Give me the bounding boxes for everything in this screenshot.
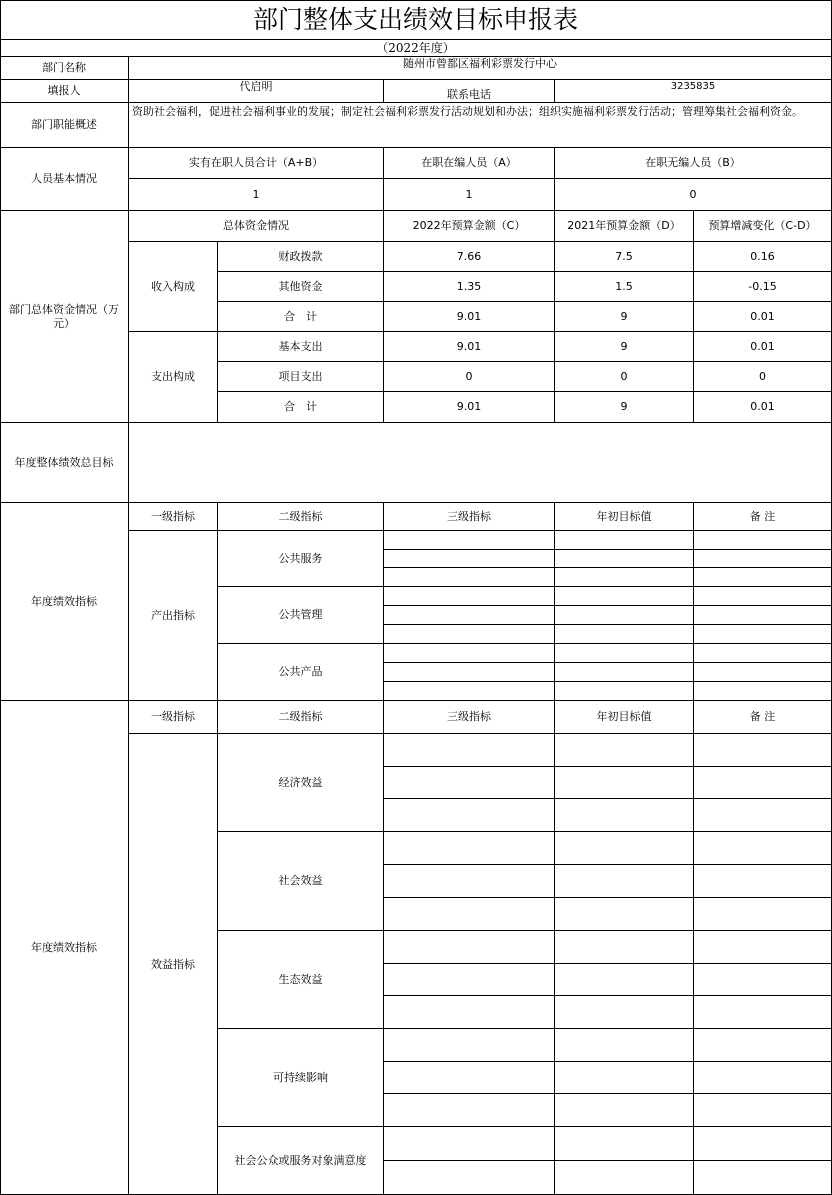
benefit-target-cell (555, 734, 694, 767)
dept-name-value: 随州市曾都区福利彩票发行中心 (129, 57, 831, 80)
funds-value-c: 7.66 (384, 242, 555, 272)
funds-item: 合 计 (218, 302, 384, 332)
duty-label: 部门职能概述 (0, 103, 129, 148)
personnel-value: 0 (555, 179, 831, 211)
personnel-value: 1 (384, 179, 555, 211)
benefit-level2: 社会效益 (218, 832, 384, 931)
benefit-remark-cell (694, 898, 831, 931)
funds-value-c: 9.01 (384, 302, 555, 332)
form-title: 部门整体支出绩效目标申报表 (0, 0, 831, 40)
indicator-header: 年初目标值 (555, 503, 694, 531)
funds-label: 部门总体资金情况（万元） (0, 211, 129, 423)
benefit-target-cell (555, 767, 694, 799)
funds-value-diff: -0.15 (694, 272, 831, 302)
output-level3-cell (384, 606, 555, 625)
phone-value: 3235835 (555, 80, 831, 103)
output-remark-cell (694, 644, 831, 663)
indicator-header: 三级指标 (384, 503, 555, 531)
benefit-level3-cell (384, 767, 555, 799)
benefit-target-cell (555, 1161, 694, 1195)
benefit-level3-cell (384, 1029, 555, 1062)
personnel-header: 实有在职人员合计（A+B） (129, 148, 384, 179)
output-target-cell (555, 606, 694, 625)
benefit-level1: 效益指标 (129, 734, 218, 1195)
benefit-level2: 生态效益 (218, 931, 384, 1029)
output-remark-cell (694, 625, 831, 644)
phone-label: 联系电话 (384, 80, 555, 103)
indicator-header: 备 注 (694, 503, 831, 531)
benefit-target-cell (555, 865, 694, 898)
dept-name-label: 部门名称 (0, 57, 129, 80)
benefit-target-cell (555, 832, 694, 865)
annual-goal-label: 年度整体绩效总目标 (0, 423, 129, 503)
reporter-label: 填报人 (0, 80, 129, 103)
funds-value-d: 9 (555, 392, 694, 423)
benefit-remark-cell (694, 832, 831, 865)
benefit-target-cell (555, 996, 694, 1029)
output-target-cell (555, 663, 694, 682)
reporter-value: 代启明 (129, 80, 384, 103)
indicator-header: 年初目标值 (555, 701, 694, 734)
benefit-target-cell (555, 1062, 694, 1094)
personnel-header: 在职在编人员（A） (384, 148, 555, 179)
benefit-remark-cell (694, 931, 831, 964)
benefit-remark-cell (694, 1127, 831, 1161)
funds-header: 总体资金情况 (129, 211, 384, 242)
funds-value-diff: 0.01 (694, 332, 831, 362)
output-target-cell (555, 682, 694, 701)
output-level3-cell (384, 531, 555, 550)
output-level3-cell (384, 550, 555, 568)
benefit-target-cell (555, 1094, 694, 1127)
form-year: （2022年度） (0, 40, 831, 57)
output-target-cell (555, 568, 694, 587)
output-remark-cell (694, 568, 831, 587)
output-level3-cell (384, 625, 555, 644)
indicator-header: 三级指标 (384, 701, 555, 734)
personnel-header: 在职无编人员（B） (555, 148, 831, 179)
output-remark-cell (694, 663, 831, 682)
output-remark-cell (694, 587, 831, 606)
benefit-level3-cell (384, 1161, 555, 1195)
funds-value-d: 9 (555, 302, 694, 332)
funds-value-c: 1.35 (384, 272, 555, 302)
funds-value-diff: 0.01 (694, 302, 831, 332)
benefit-level2: 社会公众或服务对象满意度 (218, 1127, 384, 1195)
benefit-target-cell (555, 964, 694, 996)
funds-value-c: 0 (384, 362, 555, 392)
benefit-remark-cell (694, 865, 831, 898)
benefit-remark-cell (694, 734, 831, 767)
benefit-level3-cell (384, 1062, 555, 1094)
funds-value-c: 9.01 (384, 332, 555, 362)
funds-value-diff: 0 (694, 362, 831, 392)
output-level2: 公共管理 (218, 587, 384, 644)
benefit-level3-cell (384, 1094, 555, 1127)
annual-goal-value (129, 423, 831, 503)
benefit-remark-cell (694, 1161, 831, 1195)
output-target-cell (555, 531, 694, 550)
funds-value-d: 7.5 (555, 242, 694, 272)
output-level3-cell (384, 682, 555, 701)
benefit-level3-cell (384, 931, 555, 964)
benefit-level3-cell (384, 865, 555, 898)
funds-value-diff: 0.01 (694, 392, 831, 423)
funds-item: 基本支出 (218, 332, 384, 362)
output-level2: 公共服务 (218, 531, 384, 587)
benefit-target-cell (555, 799, 694, 832)
funds-header: 2022年预算金额（C） (384, 211, 555, 242)
funds-item: 其他资金 (218, 272, 384, 302)
output-level2: 公共产品 (218, 644, 384, 701)
output-level3-cell (384, 587, 555, 606)
output-indicators-label: 年度绩效指标 (0, 503, 129, 701)
funds-group-label: 收入构成 (129, 242, 218, 332)
output-target-cell (555, 587, 694, 606)
benefit-remark-cell (694, 1029, 831, 1062)
benefit-level3-cell (384, 734, 555, 767)
benefit-remark-cell (694, 1062, 831, 1094)
output-level3-cell (384, 663, 555, 682)
funds-header: 预算增减变化（C-D） (694, 211, 831, 242)
funds-item: 财政拨款 (218, 242, 384, 272)
benefit-remark-cell (694, 1094, 831, 1127)
duty-value: 资助社会福利，促进社会福利事业的发展；制定社会福利彩票发行活动规划和办法；组织实施福利彩票发行活动；管理筹集社会福利资金。 (129, 103, 831, 148)
benefit-remark-cell (694, 767, 831, 799)
benefit-target-cell (555, 931, 694, 964)
benefit-level3-cell (384, 1127, 555, 1161)
benefit-level3-cell (384, 898, 555, 931)
indicator-header: 二级指标 (218, 701, 384, 734)
benefit-level2: 经济效益 (218, 734, 384, 832)
benefit-target-cell (555, 898, 694, 931)
output-remark-cell (694, 682, 831, 701)
funds-item: 合 计 (218, 392, 384, 423)
funds-value-d: 1.5 (555, 272, 694, 302)
benefit-indicators-label: 年度绩效指标 (0, 701, 129, 1195)
benefit-remark-cell (694, 799, 831, 832)
funds-value-diff: 0.16 (694, 242, 831, 272)
benefit-level3-cell (384, 799, 555, 832)
benefit-remark-cell (694, 964, 831, 996)
funds-group-label: 支出构成 (129, 332, 218, 423)
indicator-header: 二级指标 (218, 503, 384, 531)
funds-value-c: 9.01 (384, 392, 555, 423)
output-level1: 产出指标 (129, 531, 218, 701)
benefit-level3-cell (384, 964, 555, 996)
personnel-value: 1 (129, 179, 384, 211)
benefit-target-cell (555, 1127, 694, 1161)
benefit-level2: 可持续影响 (218, 1029, 384, 1127)
output-target-cell (555, 625, 694, 644)
benefit-target-cell (555, 1029, 694, 1062)
indicator-header: 一级指标 (129, 503, 218, 531)
personnel-label: 人员基本情况 (0, 148, 129, 211)
output-remark-cell (694, 550, 831, 568)
output-target-cell (555, 550, 694, 568)
funds-item: 项目支出 (218, 362, 384, 392)
benefit-remark-cell (694, 996, 831, 1029)
output-remark-cell (694, 531, 831, 550)
benefit-level3-cell (384, 832, 555, 865)
funds-value-d: 0 (555, 362, 694, 392)
indicator-header: 备 注 (694, 701, 831, 734)
funds-header: 2021年预算金额（D） (555, 211, 694, 242)
output-remark-cell (694, 606, 831, 625)
benefit-level3-cell (384, 996, 555, 1029)
indicator-header: 一级指标 (129, 701, 218, 734)
funds-value-d: 9 (555, 332, 694, 362)
output-target-cell (555, 644, 694, 663)
output-level3-cell (384, 644, 555, 663)
output-level3-cell (384, 568, 555, 587)
